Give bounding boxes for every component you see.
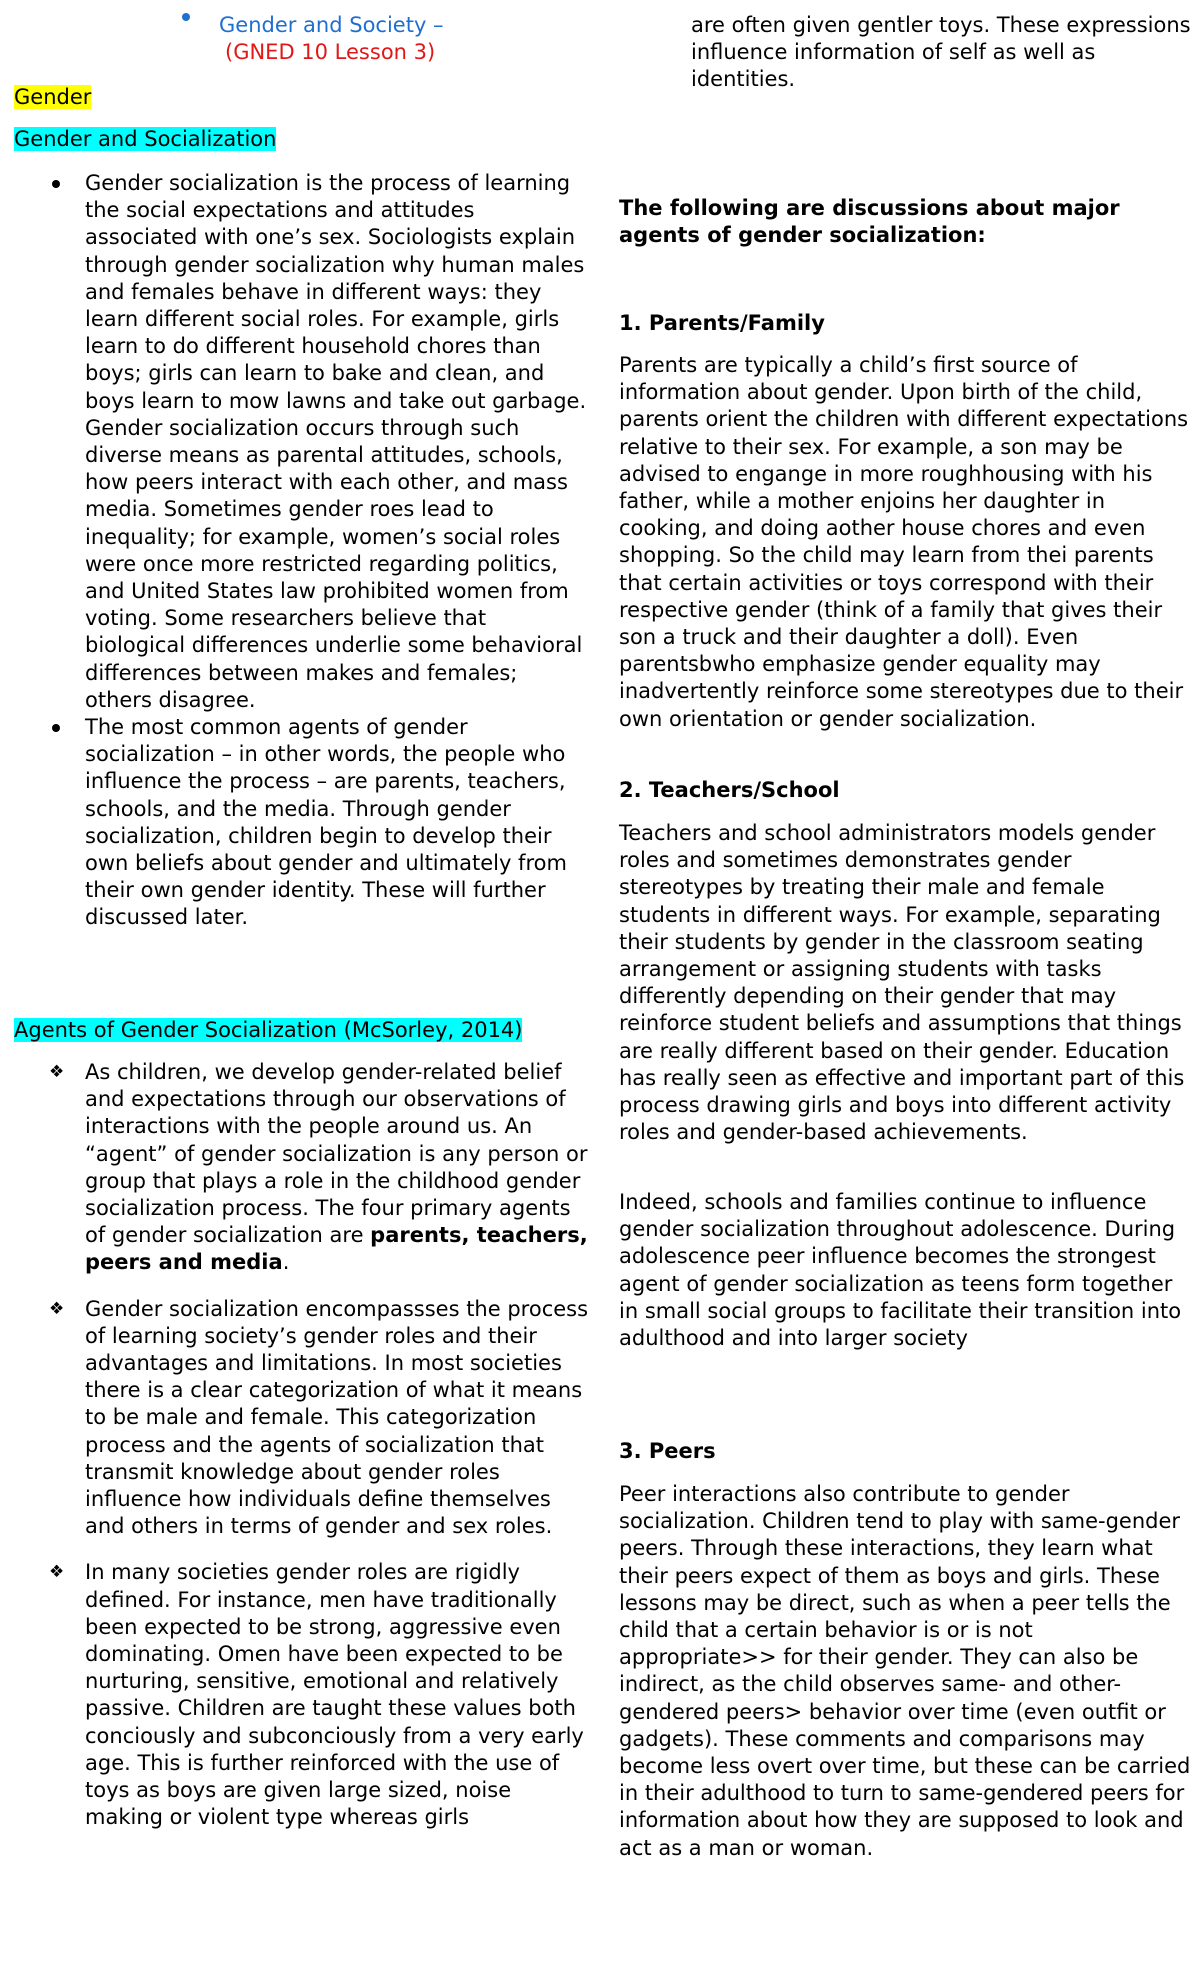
section-body-teachers-2: Indeed, schools and families continue to influence gender socialization throughout adolescence. During adolescence peer influence becomes the strongest agent of gender socialization as teens form together in small social groups to facilitate their transition into adulthood and into larger society	[619, 1190, 1182, 1351]
section-body-parents: Parents are typically a child’s first source of information about gender. Upon birth of the child, parents orient the children with different expectations relative to their sex. For example, a son may be advised to engange in more roughhousing with his father, while a mother enjoins her daughter in cooking, and doing aother house chores and even shopping. So the child may learn from thei parents that certain activities or toys correspond with their respective gender (think of a family that gives their son a truck and their daughter a doll). Even parentsbwho emphasize gender equality may inadvertently reinforce some stereotypes due to their own orientation or gender socialization.	[619, 353, 1189, 731]
diamond-bullet-icon: ❖	[49, 1062, 65, 1082]
heading-gender-socialization: Gender and Socialization	[14, 127, 277, 151]
socialization-bullet-list	[14, 170, 589, 932]
diamond-bullet-icon: ❖	[49, 1562, 65, 1583]
section-body-teachers: Teachers and school administrators models gender roles and sometimes demonstrates gender stereotypes by treating their male and female students in different ways. For example, separating their students by gender in the classroom seating arrangement or assigning students with tasks differently depending on their gender that may reinforce student beliefs and assumptions that things are really different based on their gender. Education has really seen as effective and important part of this process drawing girls and boys into different activity roles and gender-based achievements.	[619, 821, 1185, 1145]
bullet-icon	[52, 724, 60, 732]
agent-point-text: Gender socialization encompassses the process of learning society’s gender roles and their advantages and limitations. In most societies there is a clear categorization of what it means to be male and female. This categorization process and the agents of socialization that transmit knowledge about gender roles influence how individuals define themselves and others in terms of gender and sex roles.	[85, 1296, 589, 1539]
bullet-text: Gender socialization is the process of learning the social expectations and attitudes associated with one’s sex. Sociologists explain through gender socialization why human males and females behave in different ways: they learn different social roles. For example, girls learn to do different household chores than boys; girls can learn to bake and clean, and boys learn to mow lawns and take out garbage. Gender socialization occurs through such diverse means as parental attitudes, schools, how peers interact with each other, and mass media. Sometimes gender roes lead to inequality; for example, women’s social roles were once more restricted regarding politics, and United States law prohibited women from voting. Some researchers believe that biological differences underlie some behavioral differences between makes and females; others disagree.	[85, 171, 587, 712]
lesson-subtitle: (GNED 10 Lesson 3)	[225, 40, 436, 64]
list-item	[14, 1559, 589, 1831]
agents-bullet-list	[14, 1059, 589, 1850]
list-item	[14, 170, 589, 714]
agent-point-bold: parents, teachers, peers and media	[85, 1223, 588, 1275]
document-title-block	[14, 0, 589, 78]
left-column	[14, 0, 589, 1830]
diamond-bullet-icon: ❖	[49, 1298, 65, 1319]
heading-agents: Agents of Gender Socialization (McSorley, 2014)	[14, 1018, 523, 1042]
title-bullet-icon	[182, 13, 190, 21]
continuation-text: are often given gentler toys. These expressions influence information of self as well as identities.	[691, 13, 1191, 92]
bullet-icon	[52, 180, 60, 188]
section-title-peers: 3. Peers	[619, 1439, 716, 1463]
bullet-text: The most common agents of gender socialization – in other words, the people who influence the process – are parents, teachers, schools, and the media. Through gender socialization, children begin to develop their own beliefs about gender and ultimately from their own gender identity. These will further discussed later.	[85, 715, 567, 930]
document-title: Gender and Society –	[219, 13, 444, 37]
list-item	[14, 714, 589, 932]
agent-point-text: In many societies gender roles are rigidly defined. For instance, men have traditionally been expected to be strong, aggressive even dominating. Omen have been expected to be nurturing, sensitive, emotional and relatively passive. Children are taught these values both conciously and subconciously from a very early age. This is further reinforced with the use of toys as boys are given large sized, noise making or violent type whereas girls	[85, 1560, 584, 1830]
list-item	[14, 1296, 589, 1541]
section-title-parents: 1. Parents/Family	[619, 311, 825, 335]
section-body-peers: Peer interactions also contribute to gender socialization. Children tend to play with same-gender peers. Through these interactions, they learn what their peers expect of them as boys and girls. These lessons may be direct, such as when a peer tells the child that a certain behavior is or is not appropriate>> for their gender. They can also be indirect, as the child observes same- and other-gendered peers> behavior over time (even outfit or gadgets). These comments and comparisons may become less overt over time, but these can be carried in their adulthood to turn to same-gendered peers for information about how they are supposed to look and act as a man or woman.	[619, 1482, 1191, 1860]
list-item	[14, 1059, 589, 1277]
agent-point-text: As children, we develop gender-related belief and expectations through our observations of interactions with the people around us. An “agent” of gender socialization is any person or group that plays a role in the childhood gender socialization process. The four primary agents of gender socialization are	[85, 1060, 588, 1248]
agents-intro: The following are discussions about major agents of gender socialization:	[619, 196, 1120, 248]
section-title-teachers: 2. Teachers/School	[619, 778, 840, 802]
agent-point-end: .	[282, 1250, 290, 1275]
heading-gender: Gender	[14, 85, 92, 109]
